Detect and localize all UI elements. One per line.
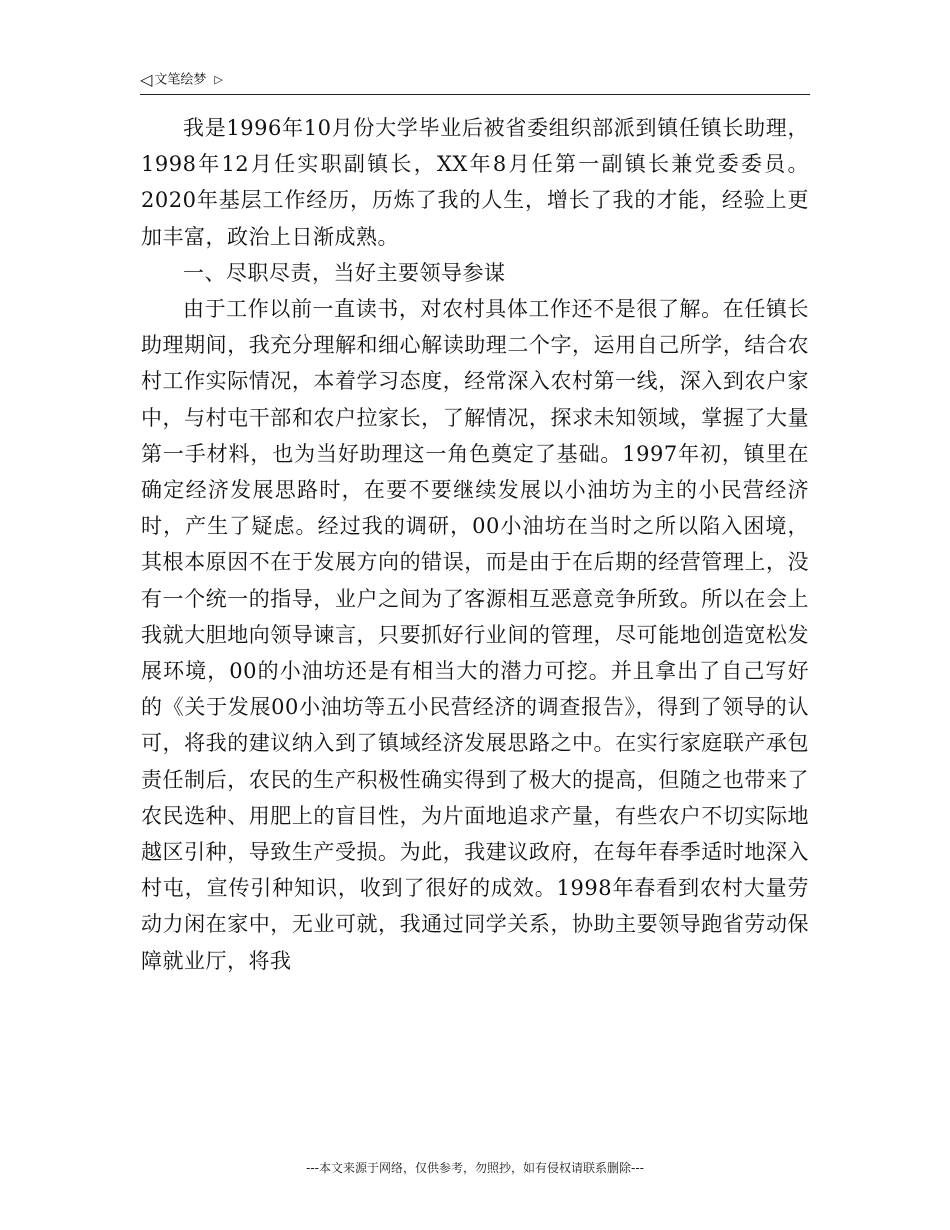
document-body [141, 110, 809, 979]
header-brand [140, 71, 223, 90]
intro-paragraph: 我是1996年10月份大学毕业后被省委组织部派到镇任镇长助理，1998年12月任实职副镇长，XX年8月任第一副镇长兼党委委员。2020年基层工作经历，历炼了我的人生，增长了我的才能，经验上更加丰富，政治上日渐成熟。 [141, 116, 809, 249]
right-triangle-icon: ▷ [214, 73, 223, 86]
footer-disclaimer: ---本文来源于网络，仅供参考，勿照抄，如有侵权请联系删除--- [306, 1161, 644, 1175]
page-header [140, 70, 810, 95]
header-brand-text: 文笔绘梦 [154, 72, 207, 88]
left-triangle-icon: ◁ [140, 70, 153, 89]
section-heading: 一、尽职尽责，当好主要领导参谋 [183, 260, 506, 285]
body-paragraph: 由于工作以前一直读书，对农村具体工作还不是很了解。在任镇长助理期间，我充分理解和细心解读助理二个字，运用自己所学，结合农村工作实际情况，本着学习态度，经常深入农村第一线，深入到农户家中，与村屯干部和农户拉家长，了解情况，探求未知领域，掌握了大量第一手材料，也为当好助理这一角色奠定了基础。1997年初，镇里在确定经济发展思路时，在要不要继续发展以小油坊为主的小民营经济时，产生了疑虑。经过我的调研，00小油坊在当时之所以陷入困境，其根本原因不在于发展方向的错误，而是由于在后期的经营管理上，没有一个统一的指导，业户之间为了客源相互恶意竞争所致。所以在会上我就大胆地向领导谏言，只要抓好行业间的管理，尽可能地创造宽松发展环境，00的小油坊还是有相当大的潜力可挖。并且拿出了自己写好的《关于发展00小油坊等五小民营经济的调查报告》，得到了领导的认可，将我的建议纳入到了镇域经济发展思路之中。在实行家庭联产承包责任制后，农民的生产积极性确实得到了极大的提高，但随之也带来了农民选种、用肥上的盲目性，为片面地追求产量，有些农户不切实际地越区引种，导致生产受损。为此，我建议政府，在每年春季适时地深入村屯，宣传引种知识，收到了很好的成效。1998年春看到农村大量劳动力闲在家中，无业可就，我通过同学关系，协助主要领导跑省劳动保障就业厅，将我 [141, 297, 809, 973]
